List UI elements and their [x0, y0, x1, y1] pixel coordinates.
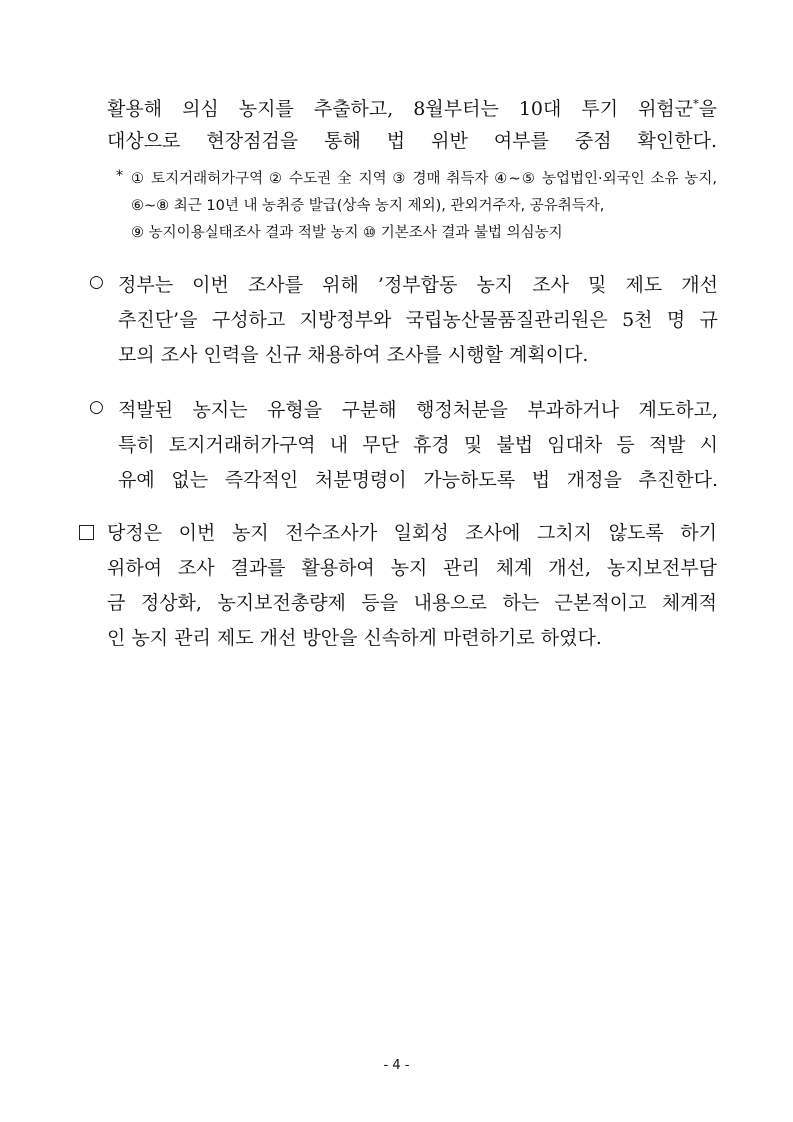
- footnote-ref: *: [693, 97, 699, 111]
- footnote-line-1: ① 토지거래허가구역 ② 수도권 全 지역 ③ 경매 취득자 ④~⑤ 농업법인·외국인 소유 농지,: [131, 171, 717, 187]
- box-para-line-3: 금 정상화, 농지보전총량제 등을 내용으로 하는 근본적이고 체계적: [107, 592, 717, 614]
- footnote-line-2: ⑥~⑧ 최근 10년 내 농취증 발급(상속 농지 제외), 관외거주자, 공유취득자,: [131, 198, 605, 214]
- bullet-2-line-1: 적발된 농지는 유형을 구분해 행정처분을 부과하거나 계도하고,: [118, 399, 718, 421]
- bullet-2-line-2: 특히 토지거래허가구역 내 무단 휴경 및 불법 임대차 등 적발 시: [118, 434, 718, 456]
- bullet-1-line-1: 정부는 이번 조사를 위해 ’정부합동 농지 조사 및 제도 개선: [118, 274, 718, 296]
- bullet-2-line-3: 유예 없는 즉각적인 처분명령이 가능하도록 법 개정을 추진한다.: [118, 469, 718, 491]
- checkbox-square-icon: [79, 525, 94, 540]
- bullet-1-line-2: 추진단’을 구성하고 지방정부와 국립농산물품질관리원은 5천 명 규: [118, 309, 718, 331]
- box-para-line-4: 인 농지 관리 제도 개선 방안을 신속하게 마련하기로 하였다.: [107, 627, 602, 649]
- page-number: - 4 -: [383, 1058, 410, 1073]
- intro-line-2: 대상으로 현장점검을 통해 법 위반 여부를 중점 확인한다.: [107, 130, 717, 152]
- bullet-symbol-2: ○: [89, 397, 104, 417]
- intro-line-1: 활용해 의심 농지를 추출하고, 8월부터는 10대 투기 위험군*을: [107, 97, 717, 120]
- bullet-symbol-1: ○: [89, 272, 104, 292]
- footnote-line-3: ⑨ 농지이용실태조사 결과 적발 농지 ⑩ 기본조사 결과 불법 의심농지: [131, 225, 563, 241]
- box-para-line-1: 당정은 이번 농지 전수조사가 일회성 조사에 그치지 않도록 하기: [107, 522, 717, 544]
- footnote-marker: *: [116, 168, 124, 184]
- box-para-line-2: 위하여 조사 결과를 활용하여 농지 관리 체계 개선, 농지보전부담: [107, 557, 717, 579]
- bullet-1-line-3: 모의 조사 인력을 신규 채용하여 조사를 시행할 계획이다.: [118, 344, 589, 366]
